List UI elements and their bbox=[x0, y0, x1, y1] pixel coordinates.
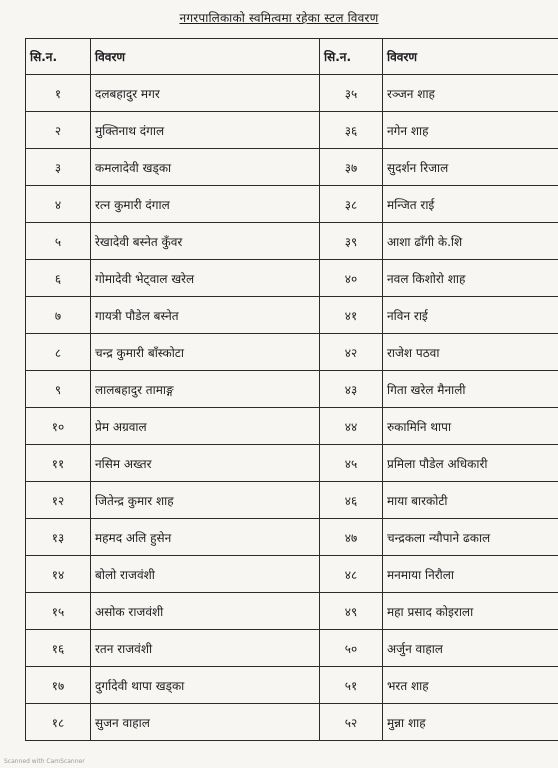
name-cell: गायत्री पौडेल बस्नेत bbox=[91, 297, 320, 334]
serial-cell: ८ bbox=[26, 334, 91, 371]
table-row bbox=[26, 186, 558, 223]
name-cell: प्रेम अग्रवाल bbox=[91, 408, 320, 445]
table-row bbox=[26, 297, 558, 334]
table-row bbox=[26, 704, 558, 741]
serial-cell: १७ bbox=[26, 667, 91, 704]
name-cell: सुदर्शन रिजाल bbox=[383, 149, 558, 186]
serial-cell: ४८ bbox=[320, 556, 383, 593]
name-cell: नगेन शाह bbox=[383, 112, 558, 149]
name-cell: भरत शाह bbox=[383, 667, 558, 704]
table-row bbox=[26, 556, 558, 593]
name-cell: रुकामिनि थापा bbox=[383, 408, 558, 445]
name-cell: जितेन्द्र कुमार शाह bbox=[91, 482, 320, 519]
table-row bbox=[26, 260, 558, 297]
header-details-1: विवरण bbox=[91, 39, 320, 75]
serial-cell: १ bbox=[26, 75, 91, 112]
table-row bbox=[26, 408, 558, 445]
name-cell: दलबहादुर मगर bbox=[91, 75, 320, 112]
serial-cell: १२ bbox=[26, 482, 91, 519]
name-cell: मुन्ना शाह bbox=[383, 704, 558, 741]
name-cell: चन्द्र कुमारी बाँस्कोटा bbox=[91, 334, 320, 371]
table-row bbox=[26, 667, 558, 704]
name-cell: बोलो राजवंशी bbox=[91, 556, 320, 593]
table-row bbox=[26, 334, 558, 371]
name-cell: रतन राजवंशी bbox=[91, 630, 320, 667]
name-cell: महमद अलि हुसेन bbox=[91, 519, 320, 556]
table-row bbox=[26, 149, 558, 186]
serial-cell: ५० bbox=[320, 630, 383, 667]
header-serial-2: सि.न. bbox=[320, 39, 383, 75]
serial-cell: ४४ bbox=[320, 408, 383, 445]
serial-cell: ४७ bbox=[320, 519, 383, 556]
serial-cell: १३ bbox=[26, 519, 91, 556]
name-cell: लालबहादुर तामाङ्ग bbox=[91, 371, 320, 408]
table-row bbox=[26, 519, 558, 556]
name-cell: कमलादेवी खड्का bbox=[91, 149, 320, 186]
serial-cell: ४१ bbox=[320, 297, 383, 334]
serial-cell: ९ bbox=[26, 371, 91, 408]
serial-cell: १५ bbox=[26, 593, 91, 630]
name-cell: प्रमिला पौडेल अधिकारी bbox=[383, 445, 558, 482]
header-serial-1: सि.न. bbox=[26, 39, 91, 75]
name-cell: गिता खरेल मैनाली bbox=[383, 371, 558, 408]
name-cell: रेखादेवी बस्नेत कुँवर bbox=[91, 223, 320, 260]
serial-cell: ३८ bbox=[320, 186, 383, 223]
name-cell: चन्द्रकला न्यौपाने ढकाल bbox=[383, 519, 558, 556]
header-details-2: विवरण bbox=[383, 39, 558, 75]
serial-cell: ५१ bbox=[320, 667, 383, 704]
table-header-row bbox=[26, 39, 558, 75]
name-cell: सुजन वाहाल bbox=[91, 704, 320, 741]
serial-cell: ४५ bbox=[320, 445, 383, 482]
name-cell: मुक्तिनाथ दंगाल bbox=[91, 112, 320, 149]
serial-cell: ११ bbox=[26, 445, 91, 482]
serial-cell: ४० bbox=[320, 260, 383, 297]
serial-cell: ३५ bbox=[320, 75, 383, 112]
name-cell: मनमाया निरौला bbox=[383, 556, 558, 593]
table-row bbox=[26, 223, 558, 260]
name-cell: नविन राई bbox=[383, 297, 558, 334]
serial-cell: १८ bbox=[26, 704, 91, 741]
name-cell: महा प्रसाद कोइराला bbox=[383, 593, 558, 630]
serial-cell: ७ bbox=[26, 297, 91, 334]
serial-cell: १६ bbox=[26, 630, 91, 667]
serial-cell: ४ bbox=[26, 186, 91, 223]
name-cell: नवल किशोरो शाह bbox=[383, 260, 558, 297]
scanner-watermark: Scanned with CamScanner bbox=[4, 758, 85, 765]
serial-cell: ५२ bbox=[320, 704, 383, 741]
name-cell: रञ्जन शाह bbox=[383, 75, 558, 112]
page-title: नगरपालिकाको स्वमित्वमा रहेका स्टल विवरण bbox=[179, 11, 379, 25]
table-row bbox=[26, 482, 558, 519]
serial-cell: ४२ bbox=[320, 334, 383, 371]
name-cell: माया बारकोटी bbox=[383, 482, 558, 519]
serial-cell: २ bbox=[26, 112, 91, 149]
table-row bbox=[26, 593, 558, 630]
table-row bbox=[26, 445, 558, 482]
serial-cell: ३ bbox=[26, 149, 91, 186]
stall-table bbox=[25, 38, 558, 741]
name-cell: नसिम अख्तर bbox=[91, 445, 320, 482]
name-cell: अर्जुन वाहाल bbox=[383, 630, 558, 667]
name-cell: असोक राजवंशी bbox=[91, 593, 320, 630]
table-row bbox=[26, 112, 558, 149]
serial-cell: ३६ bbox=[320, 112, 383, 149]
name-cell: दुर्गादेवी थापा खड्का bbox=[91, 667, 320, 704]
serial-cell: १४ bbox=[26, 556, 91, 593]
serial-cell: ४३ bbox=[320, 371, 383, 408]
name-cell: राजेश पठवा bbox=[383, 334, 558, 371]
table-row bbox=[26, 371, 558, 408]
name-cell: मन्जित राई bbox=[383, 186, 558, 223]
name-cell: आशा ढाँगी के.शि bbox=[383, 223, 558, 260]
serial-cell: १० bbox=[26, 408, 91, 445]
serial-cell: ४९ bbox=[320, 593, 383, 630]
name-cell: गोमादेवी भेट्वाल खरेल bbox=[91, 260, 320, 297]
name-cell: रत्न कुमारी दंगाल bbox=[91, 186, 320, 223]
serial-cell: ५ bbox=[26, 223, 91, 260]
serial-cell: ४६ bbox=[320, 482, 383, 519]
serial-cell: ६ bbox=[26, 260, 91, 297]
table-row bbox=[26, 630, 558, 667]
table-row bbox=[26, 75, 558, 112]
serial-cell: ३७ bbox=[320, 149, 383, 186]
serial-cell: ३९ bbox=[320, 223, 383, 260]
